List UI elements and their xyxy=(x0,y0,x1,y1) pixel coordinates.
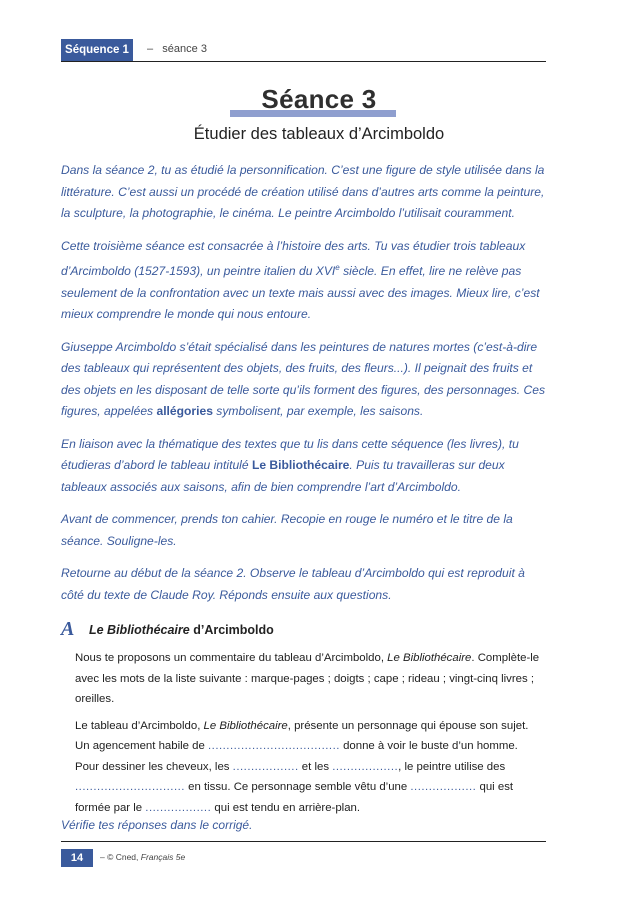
intro-p3-end: symbolisent, par exemple, les saisons. xyxy=(212,404,424,419)
session-label xyxy=(147,43,207,55)
keyword-allegories: allégories xyxy=(156,404,213,419)
intro-p2-start: Cette troisième séance est consacrée à l’histoire des arts. Tu vas étudier trois tableaux d’Arcimboldo (1527-1593), un peintre italien du XVI xyxy=(61,238,526,279)
blank-1[interactable]: .................................... xyxy=(207,740,340,752)
exercise-instructions xyxy=(75,648,545,710)
section-letter-a: A xyxy=(61,618,75,640)
section-a-heading xyxy=(61,620,551,642)
footer-credit-italic: Français 5e xyxy=(140,852,186,862)
fill-text-4: et les xyxy=(298,760,333,773)
fill-text-3: donne à voir le buste d’un homme. Pour dessiner les cheveux, les xyxy=(75,740,518,773)
session-name: séance 3 xyxy=(162,43,207,55)
header-divider xyxy=(61,61,546,62)
footer-credit xyxy=(100,852,185,862)
verify-instruction: Vérifie tes réponses dans le corrigé. xyxy=(61,818,253,832)
intro-paragraph-6: Retourne au début de la séance 2. Observe le tableau d’Arcimboldo qui est reproduit à côté du texte de Claude Roy. Réponds ensuite aux questions. xyxy=(61,566,525,602)
fill-text-5: , le peintre utilise des xyxy=(398,760,506,773)
page-header xyxy=(61,39,546,63)
exercise-p1-end: . Complète-le avec les mots de la liste suivante : marque-pages ; doigts ; cape ; rideau ; vingt-cinq livres ; oreilles. xyxy=(75,652,540,705)
intro-text xyxy=(61,160,551,617)
intro-paragraph-5: Avant de commencer, prends ton cahier. Recopie en rouge le numéro et le titre de la séance. Souligne-les. xyxy=(61,512,513,548)
page-number-badge: 14 xyxy=(61,849,93,867)
page-subtitle: Étudier des tableaux d’Arcimboldo xyxy=(193,125,445,143)
intro-paragraph-1: Dans la séance 2, tu as étudié la personnification. C’est une figure de style utilisée dans la littérature. C’est aussi un procédé de création utilisé dans d’autres arts comme la peinture, la sculpture, la photographie, le cinéma. Le peintre Arcimboldo l’utilisait couramment. xyxy=(61,163,545,220)
keyword-bibliothecaire: Le Bibliothécaire xyxy=(251,458,350,473)
intro-p4-end: . Puis tu travailleras sur deux tableaux associés aux saisons, afin de bien comprendre l’art d’Arcimboldo. xyxy=(61,458,505,494)
page-title: Séance 3 xyxy=(261,84,377,114)
exercise-fill-text xyxy=(75,716,545,819)
intro-paragraph-4 xyxy=(61,434,551,499)
section-a-title-italic: Le Bibliothécaire xyxy=(89,623,190,637)
fill-text-italic: Le Bibliothécaire xyxy=(203,719,288,732)
section-a-title xyxy=(89,623,274,637)
intro-paragraph-2 xyxy=(61,236,551,326)
exercise-body xyxy=(75,648,545,824)
exercise-p1-start: Nous te proposons un commentaire du tableau d’Arcimboldo, xyxy=(75,652,388,664)
intro-paragraph-3 xyxy=(61,337,551,423)
fill-text-6: en tissu. Ce personnage semble vêtu d’une xyxy=(184,781,411,793)
intro-p2-sup: e xyxy=(335,263,340,272)
blank-3[interactable]: .................. xyxy=(332,760,399,773)
footer-credit-text: – © Cned, xyxy=(100,852,141,862)
intro-p4-start: En liaison avec la thématique des textes que tu lis dans cette séquence (les livres), tu étudieras d’abord le tableau intitulé xyxy=(61,436,519,473)
intro-p2-end: siècle. En effet, lire ne relève pas seulement de la confrontation avec un texte mais aussi avec des images. Mieux lire, c’est mieux comprendre le monde qui nous entoure. xyxy=(61,264,540,322)
sequence-badge: Séquence 1 xyxy=(61,39,133,61)
section-a-title-rest: d’Arcimboldo xyxy=(189,623,274,637)
blank-6[interactable]: .................. xyxy=(145,801,212,814)
footer-divider xyxy=(61,841,546,842)
fill-text-2: , présente un personnage qui épouse son sujet. Un agencement habile de xyxy=(75,719,529,752)
intro-p3-start: Giuseppe Arcimboldo s’était spécialisé dans les peintures de natures mortes (c’est-à-dire des tableaux qui représentent des objets, des fruits, des fleurs...). Il peignait des fruits et des objets en les disposant de telle sorte qu’ils forment des figures, des personnages. Ces figures, appelées xyxy=(61,339,546,419)
blank-4[interactable]: .............................. xyxy=(75,781,185,793)
fill-text-1: Le tableau d’Arcimboldo, xyxy=(75,719,204,732)
blank-2[interactable]: .................. xyxy=(232,760,299,773)
header-separator: – xyxy=(147,43,154,55)
blank-5[interactable]: .................. xyxy=(410,781,477,793)
fill-text-8: qui est tendu en arrière-plan. xyxy=(211,801,361,814)
fill-text-7: qui est formée par le xyxy=(75,781,514,814)
exercise-p1-italic: Le Bibliothécaire xyxy=(387,652,472,664)
